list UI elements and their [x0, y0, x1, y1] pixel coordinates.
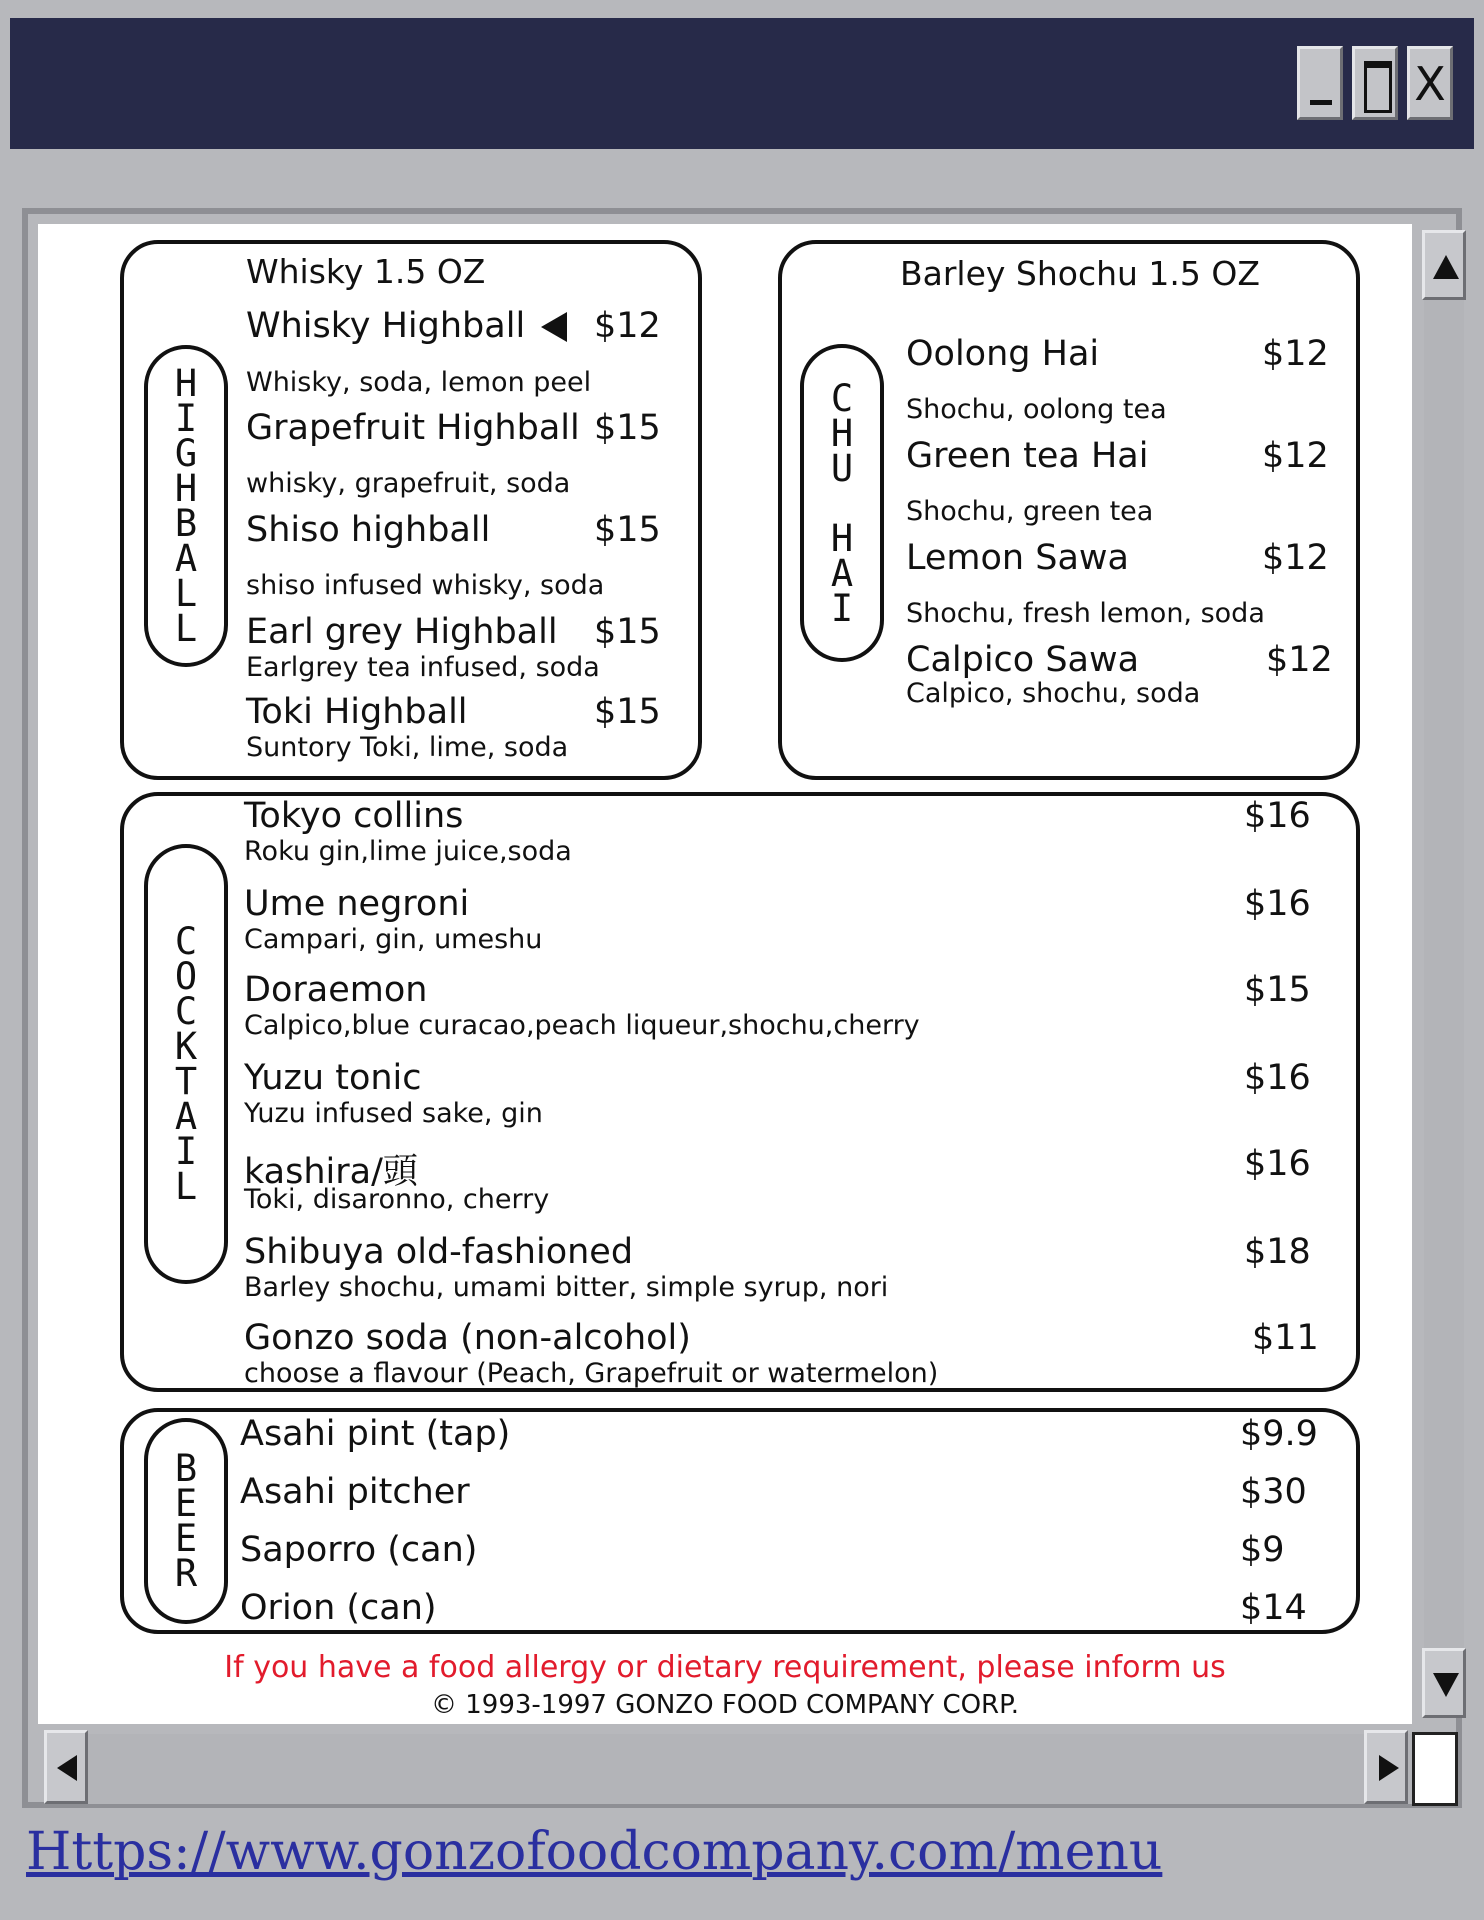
side-label-letter: C	[174, 990, 198, 1033]
menu-content	[38, 224, 1412, 1724]
menu-item-name: Earl grey Highball	[246, 612, 558, 652]
menu-item-name: Whisky Highball	[246, 306, 567, 346]
scroll-left-button[interactable]	[44, 1730, 88, 1804]
menu-item-price: $12	[1266, 640, 1333, 680]
menu-item-price: $16	[1244, 796, 1311, 836]
arrow-up-icon	[1433, 255, 1459, 279]
menu-item-desc: Barley shochu, umami bitter, simple syrup, nori	[244, 1272, 889, 1303]
side-label-letter: T	[174, 1060, 198, 1103]
side-label-letter: U	[830, 446, 854, 490]
menu-item-name: Doraemon	[244, 970, 428, 1010]
minimize-button[interactable]	[1297, 46, 1343, 120]
scroll-down-button[interactable]	[1422, 1648, 1466, 1718]
menu-item-desc: Roku gin,lime juice,soda	[244, 836, 572, 867]
menu-item-price: $12	[1262, 334, 1329, 374]
side-label-letter: C	[174, 920, 198, 963]
side-label-letter: R	[174, 1552, 198, 1595]
resize-grip[interactable]	[1412, 1732, 1458, 1806]
side-label-letter: I	[174, 397, 198, 440]
menu-item-price: $12	[594, 306, 661, 346]
menu-item-price: $9.9	[1240, 1414, 1318, 1454]
window-frame	[22, 208, 1462, 1808]
menu-item-price: $12	[1262, 538, 1329, 578]
highball-header: Whisky 1.5 OZ	[246, 252, 486, 291]
menu-item-name: Saporro (can)	[240, 1530, 478, 1570]
chuhai-header: Barley Shochu 1.5 OZ	[900, 254, 1260, 293]
scroll-up-button[interactable]	[1422, 230, 1466, 300]
menu-item-price: $30	[1240, 1472, 1307, 1512]
highball-side-label	[144, 345, 228, 667]
side-label-letter: A	[174, 537, 198, 580]
arrow-down-icon	[1433, 1673, 1459, 1697]
menu-item-name: Shiso highball	[246, 510, 491, 550]
horizontal-scrollbar-track[interactable]	[44, 1734, 1424, 1804]
menu-item-desc: Yuzu infused sake, gin	[244, 1098, 543, 1129]
menu-item-name: Gonzo soda (non-alcohol)	[244, 1318, 691, 1358]
side-label-letter: H	[174, 467, 198, 510]
arrow-right-icon	[1379, 1755, 1399, 1781]
menu-item-price: $12	[1262, 436, 1329, 476]
menu-item-price: $15	[594, 692, 661, 732]
menu-item-price: $14	[1240, 1588, 1307, 1628]
menu-item-desc: whisky, grapefruit, soda	[246, 468, 571, 499]
copyright-text: © 1993-1997 GONZO FOOD COMPANY CORP.	[430, 1690, 1020, 1720]
menu-item-desc: Toki, disaronno, cherry	[244, 1184, 550, 1215]
menu-item-name: Oolong Hai	[906, 334, 1100, 374]
menu-item-name: kashira/頭	[244, 1152, 418, 1192]
beer-side-label	[144, 1418, 228, 1624]
side-label-letter	[831, 486, 853, 521]
menu-item-name: Calpico Sawa	[906, 640, 1140, 680]
menu-item-price: $9	[1240, 1530, 1285, 1570]
window-titlebar	[10, 18, 1474, 149]
menu-item-price: $15	[594, 510, 661, 550]
side-label-letter: H	[830, 516, 854, 560]
menu-item-name: Asahi pint (tap)	[240, 1414, 511, 1454]
menu-item-desc: Suntory Toki, lime, soda	[246, 732, 569, 763]
menu-item-price: $16	[1244, 1058, 1311, 1098]
side-label-letter: B	[174, 502, 198, 545]
menu-item-desc: Whisky, soda, lemon peel	[246, 367, 592, 398]
menu-item-name: Shibuya old-fashioned	[244, 1232, 634, 1272]
menu-item-name: Yuzu tonic	[244, 1058, 422, 1098]
menu-item-price: $15	[594, 612, 661, 652]
address-url-link[interactable]: Https://www.gonzofoodcompany.com/menu	[26, 1822, 1163, 1882]
menu-item-desc: choose a flavour (Peach, Grapefruit or watermelon)	[244, 1358, 939, 1389]
cocktail-side-label	[144, 844, 228, 1284]
side-label-letter: C	[830, 376, 854, 420]
menu-item-name: Tokyo collins	[244, 796, 464, 836]
side-label-letter: I	[830, 586, 854, 630]
menu-item-desc: Shochu, oolong tea	[906, 394, 1167, 425]
menu-item-name: Lemon Sawa	[906, 538, 1129, 578]
selected-marker-icon	[541, 312, 567, 342]
side-label-letter: H	[830, 411, 854, 455]
menu-item-price: $11	[1252, 1318, 1319, 1358]
arrow-left-icon	[57, 1755, 77, 1781]
menu-item-price: $16	[1244, 884, 1311, 924]
side-label-letter: L	[174, 607, 198, 650]
menu-item-desc: Shochu, green tea	[906, 496, 1154, 527]
vertical-scrollbar-track[interactable]	[1424, 230, 1464, 1706]
side-label-letter: O	[174, 955, 198, 998]
chuhai-side-label	[800, 344, 884, 662]
menu-item-desc: Calpico,blue curacao,peach liqueur,shochu,cherry	[244, 1010, 920, 1041]
side-label-letter: A	[830, 551, 854, 595]
menu-item-name: Orion (can)	[240, 1588, 437, 1628]
side-label-letter: H	[174, 362, 198, 405]
close-button[interactable]	[1407, 46, 1453, 120]
side-label-letter: L	[174, 1165, 198, 1208]
menu-item-price: $15	[594, 408, 661, 448]
side-label-letter: B	[174, 1447, 198, 1490]
menu-item-desc: Campari, gin, umeshu	[244, 924, 543, 955]
chuhai-panel	[778, 240, 1360, 780]
menu-item-desc: shiso infused whisky, soda	[246, 570, 605, 601]
side-label-letter: K	[174, 1025, 198, 1068]
close-icon: X	[1414, 57, 1446, 111]
beer-panel	[120, 1408, 1360, 1634]
side-label-letter: E	[174, 1517, 198, 1560]
menu-item-name: Asahi pitcher	[240, 1472, 470, 1512]
menu-item-price: $16	[1244, 1144, 1311, 1184]
cocktail-panel	[120, 792, 1360, 1392]
side-label-letter: G	[174, 432, 198, 475]
highball-panel	[120, 240, 702, 780]
side-label-letter: E	[174, 1482, 198, 1525]
menu-item-name: Ume negroni	[244, 884, 470, 924]
side-label-letter: I	[174, 1130, 198, 1173]
scroll-right-button[interactable]	[1364, 1730, 1408, 1804]
menu-item-price: $15	[1244, 970, 1311, 1010]
menu-item-name: Toki Highball	[246, 692, 468, 732]
maximize-button[interactable]	[1352, 46, 1398, 120]
allergy-notice: If you have a food allergy or dietary requirement, please inform us	[224, 1650, 1226, 1685]
menu-item-name: Green tea Hai	[906, 436, 1149, 476]
menu-item-desc: Shochu, fresh lemon, soda	[906, 598, 1265, 629]
menu-item-price: $18	[1244, 1232, 1311, 1272]
side-label-letter: L	[174, 572, 198, 615]
menu-item-desc: Earlgrey tea infused, soda	[246, 652, 600, 683]
menu-item-desc: Calpico, shochu, soda	[906, 678, 1201, 709]
side-label-letter: A	[174, 1095, 198, 1138]
menu-item-name: Grapefruit Highball	[246, 408, 580, 448]
